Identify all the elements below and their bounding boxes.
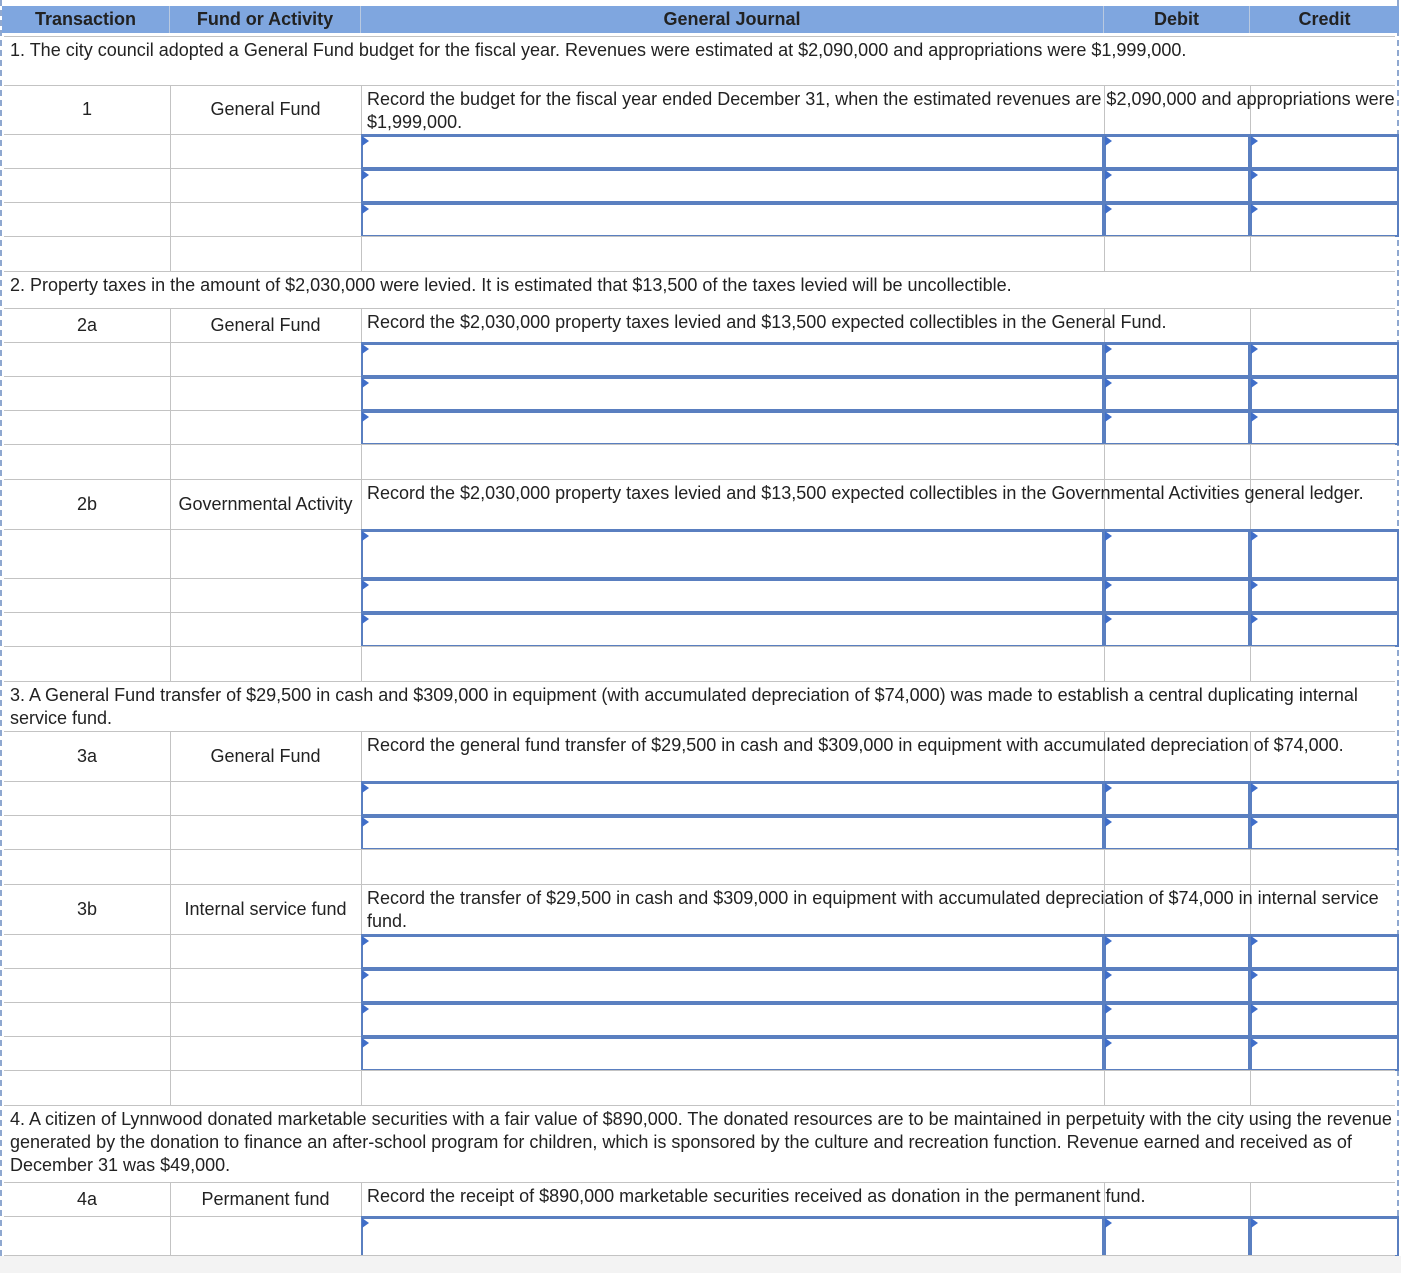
column-divider xyxy=(1104,444,1105,479)
row-divider xyxy=(4,236,1395,237)
credit-input[interactable] xyxy=(1250,578,1399,613)
account-select[interactable] xyxy=(361,1036,1104,1071)
column-divider xyxy=(1104,236,1105,271)
row-divider xyxy=(4,681,1395,682)
debit-input[interactable] xyxy=(1104,376,1250,411)
row-divider xyxy=(4,271,1395,272)
column-divider xyxy=(170,1036,171,1070)
fund-or-activity: Governmental Activity xyxy=(178,493,353,514)
column-divider xyxy=(361,1070,362,1105)
debit-input[interactable] xyxy=(1104,1216,1250,1257)
fund-or-activity: General Fund xyxy=(210,99,321,119)
fund-or-activity: Internal service fund xyxy=(184,898,347,919)
debit-input[interactable] xyxy=(1104,612,1250,647)
header-credit: Credit xyxy=(1250,6,1399,33)
account-select[interactable] xyxy=(361,578,1104,613)
column-divider xyxy=(170,236,171,271)
column-divider xyxy=(361,731,362,781)
column-divider xyxy=(1250,849,1251,884)
column-divider xyxy=(1104,849,1105,884)
account-select[interactable] xyxy=(361,342,1104,377)
column-divider xyxy=(170,168,171,202)
entry-instruction: Record the receipt of $890,000 marketable securities received as donation in the permanent fund. xyxy=(367,1186,1146,1206)
debit-input[interactable] xyxy=(1104,815,1250,850)
credit-input[interactable] xyxy=(1250,529,1399,579)
row-divider xyxy=(4,646,1395,647)
scroll-edge xyxy=(0,1256,1401,1273)
row-divider xyxy=(4,1105,1395,1106)
credit-input[interactable] xyxy=(1250,968,1399,1003)
debit-input[interactable] xyxy=(1104,578,1250,613)
row-divider xyxy=(4,36,1395,37)
account-select[interactable] xyxy=(361,934,1104,969)
debit-input[interactable] xyxy=(1104,410,1250,445)
transaction-description: 3. A General Fund transfer of $29,500 in cash and $309,000 in equipment (with accumulated depreciation of $74,000) was made to establish a central duplicating internal service fund. xyxy=(10,685,1358,728)
column-divider xyxy=(361,85,362,134)
account-select[interactable] xyxy=(361,815,1104,850)
transaction-number: 3b xyxy=(76,898,98,919)
column-divider xyxy=(170,1070,171,1105)
transaction-number: 4a xyxy=(76,1188,98,1209)
credit-input[interactable] xyxy=(1250,410,1399,445)
entry-instruction: Record the $2,030,000 property taxes levied and $13,500 expected collectibles in the Governmental Activities general ledger. xyxy=(367,483,1364,503)
column-divider xyxy=(170,934,171,968)
column-divider xyxy=(170,849,171,884)
column-divider xyxy=(1250,444,1251,479)
transaction-number: 2a xyxy=(76,314,98,335)
column-divider xyxy=(361,884,362,934)
column-divider xyxy=(361,308,362,342)
credit-input[interactable] xyxy=(1250,134,1399,169)
account-select[interactable] xyxy=(361,376,1104,411)
account-select[interactable] xyxy=(361,1216,1104,1257)
transaction-number: 3a xyxy=(76,745,98,766)
transaction-description: 2. Property taxes in the amount of $2,030,000 were levied. It is estimated that $13,500 of the taxes levied will be uncollectible. xyxy=(10,275,1012,295)
credit-input[interactable] xyxy=(1250,781,1399,816)
column-divider xyxy=(170,578,171,612)
debit-input[interactable] xyxy=(1104,342,1250,377)
debit-input[interactable] xyxy=(1104,968,1250,1003)
debit-input[interactable] xyxy=(1104,781,1250,816)
account-select[interactable] xyxy=(361,1002,1104,1037)
fund-or-activity: Permanent fund xyxy=(201,1188,330,1209)
debit-input[interactable] xyxy=(1104,1036,1250,1071)
column-divider xyxy=(170,410,171,444)
account-select[interactable] xyxy=(361,202,1104,237)
account-select[interactable] xyxy=(361,781,1104,816)
column-divider xyxy=(170,968,171,1002)
row-divider xyxy=(4,1070,1395,1071)
column-divider xyxy=(361,646,362,681)
entry-instruction: Record the transfer of $29,500 in cash and $309,000 in equipment with accumulated depreciation of $74,000 in internal service fund. xyxy=(367,888,1379,931)
column-divider xyxy=(361,849,362,884)
header-general-journal: General Journal xyxy=(361,6,1104,33)
credit-input[interactable] xyxy=(1250,202,1399,237)
fund-or-activity: General Fund xyxy=(210,314,321,335)
transaction-description: 1. The city council adopted a General Fund budget for the fiscal year. Revenues were estimated at $2,090,000 and appropriations were $1,999,000. xyxy=(10,40,1187,60)
column-divider xyxy=(361,444,362,479)
column-divider xyxy=(1250,1070,1251,1105)
header-transaction: Transaction xyxy=(2,6,170,33)
account-select[interactable] xyxy=(361,134,1104,169)
column-divider xyxy=(1104,1070,1105,1105)
transaction-description: 4. A citizen of Lynnwood donated marketable securities with a fair value of $890,000. The donated resources are to be maintained in perpetuity with the city using the revenue generated by the donation to finance an after-school program for children, which is sponsored by the culture and recreation function. Revenue earned and received as of December 31 was $49,000. xyxy=(10,1109,1392,1175)
column-divider xyxy=(361,236,362,271)
column-divider xyxy=(170,342,171,376)
credit-input[interactable] xyxy=(1250,168,1399,203)
fund-or-activity: General Fund xyxy=(210,745,321,766)
entry-instruction: Record the budget for the fiscal year ended December 31, when the estimated revenues are $2,090,000 and appropriations were $1,999,000. xyxy=(367,89,1395,132)
debit-input[interactable] xyxy=(1104,168,1250,203)
credit-input[interactable] xyxy=(1250,934,1399,969)
credit-input[interactable] xyxy=(1250,612,1399,647)
credit-input[interactable] xyxy=(1250,815,1399,850)
column-divider xyxy=(170,646,171,681)
credit-input[interactable] xyxy=(1250,1002,1399,1037)
account-select[interactable] xyxy=(361,612,1104,647)
column-divider xyxy=(170,1216,171,1256)
credit-input[interactable] xyxy=(1250,1036,1399,1071)
column-divider xyxy=(170,612,171,646)
column-divider xyxy=(170,134,171,168)
account-select[interactable] xyxy=(361,168,1104,203)
column-divider xyxy=(170,781,171,815)
column-divider xyxy=(1104,646,1105,681)
transaction-number: 2b xyxy=(76,493,98,514)
account-select[interactable] xyxy=(361,968,1104,1003)
debit-input[interactable] xyxy=(1104,202,1250,237)
column-divider xyxy=(170,815,171,849)
debit-input[interactable] xyxy=(1104,1002,1250,1037)
debit-input[interactable] xyxy=(1104,934,1250,969)
debit-input[interactable] xyxy=(1104,134,1250,169)
credit-input[interactable] xyxy=(1250,342,1399,377)
debit-input[interactable] xyxy=(1104,529,1250,579)
row-divider xyxy=(4,444,1395,445)
column-divider xyxy=(1250,646,1251,681)
column-divider xyxy=(1250,236,1251,271)
header-debit: Debit xyxy=(1104,6,1250,33)
entry-instruction: Record the general fund transfer of $29,500 in cash and $309,000 in equipment with accumulated depreciation of $74,000. xyxy=(367,735,1344,755)
row-divider xyxy=(4,849,1395,850)
credit-input[interactable] xyxy=(1250,376,1399,411)
column-divider xyxy=(361,479,362,529)
entry-instruction: Record the $2,030,000 property taxes levied and $13,500 expected collectibles in the General Fund. xyxy=(367,312,1167,332)
column-divider xyxy=(170,444,171,479)
column-divider xyxy=(170,202,171,236)
column-divider xyxy=(361,1182,362,1216)
transaction-number: 1 xyxy=(81,99,92,119)
account-select[interactable] xyxy=(361,410,1104,445)
column-divider xyxy=(170,529,171,578)
account-select[interactable] xyxy=(361,529,1104,579)
credit-input[interactable] xyxy=(1250,1216,1399,1257)
column-divider xyxy=(170,1002,171,1036)
header-fund: Fund or Activity xyxy=(170,6,361,33)
column-divider xyxy=(170,376,171,410)
